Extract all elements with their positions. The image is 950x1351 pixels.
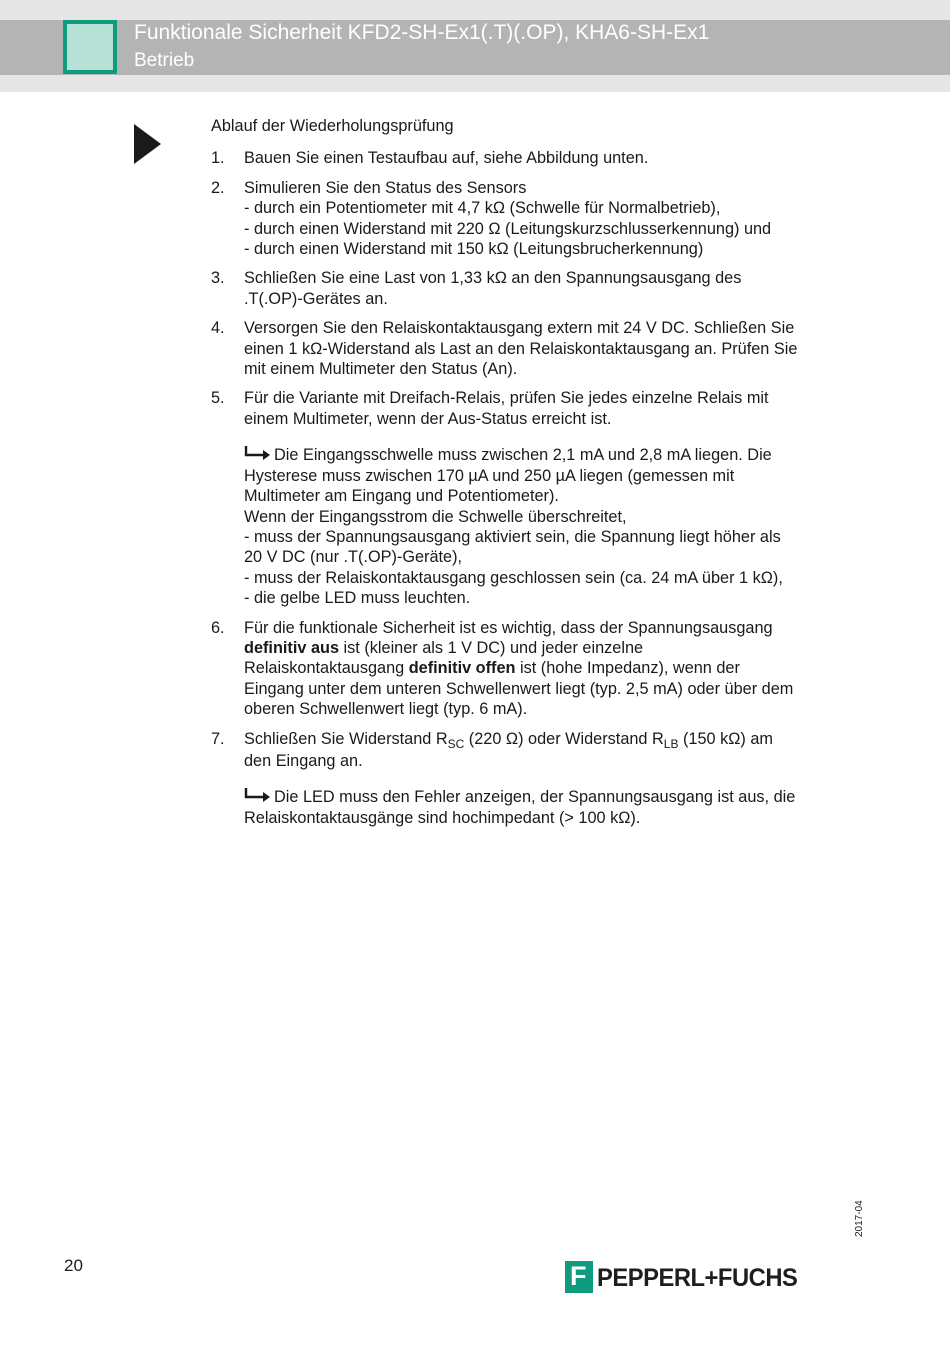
step-number: 4. bbox=[211, 319, 225, 338]
result-line: - muss der Relaiskontaktausgang geschlossen sein (ca. 24 mA über 1 kΩ), bbox=[244, 568, 783, 587]
step-result bbox=[244, 445, 861, 608]
step-3 bbox=[211, 268, 861, 309]
step-text-part: ist (kleiner als 1 V DC) und jeder einzelne bbox=[339, 638, 644, 657]
result-line bbox=[244, 445, 861, 465]
step-text: Schließen Sie eine Last von 1,33 kΩ an den Spannungsausgang des bbox=[244, 269, 742, 288]
step-result bbox=[244, 787, 861, 828]
step-text: oberen Schwellenwert liegt (typ. 6 mA). bbox=[244, 700, 528, 719]
step-number: 3. bbox=[211, 269, 225, 288]
step-text-part: (150 kΩ) am bbox=[678, 729, 773, 748]
step-6 bbox=[211, 618, 861, 720]
step-5 bbox=[211, 388, 861, 608]
header-subtitle: Betrieb bbox=[134, 50, 195, 71]
step-text: einem Multimeter, wenn der Aus-Status erreicht ist. bbox=[244, 409, 612, 428]
logo-mark-icon bbox=[565, 1261, 593, 1293]
emphasis-definitiv-aus: definitiv aus bbox=[244, 638, 339, 657]
step-text-part: ist (hohe Impedanz), wenn der bbox=[515, 659, 740, 678]
step-text: einen 1 kΩ-Widerstand als Last an den Relaiskontaktausgang an. Prüfen Sie bbox=[244, 339, 798, 358]
result-text: Die Eingangsschwelle muss zwischen 2,1 mA und 2,8 mA liegen. Die bbox=[274, 446, 772, 465]
step-number: 5. bbox=[211, 389, 225, 408]
procedure-arrow-icon bbox=[134, 124, 161, 164]
step-text: Eingang unter dem unteren Schwellenwert liegt (typ. 2,5 mA) oder über dem bbox=[244, 679, 794, 698]
subscript-lb: LB bbox=[663, 736, 679, 751]
result-arrow-icon bbox=[244, 445, 272, 461]
step-text: Versorgen Sie den Relaiskontaktausgang extern mit 24 V DC. Schließen Sie bbox=[244, 319, 795, 338]
section-marker-square bbox=[63, 20, 117, 74]
step-2 bbox=[211, 178, 861, 260]
step-number: 7. bbox=[211, 729, 225, 748]
step-text: Bauen Sie einen Testaufbau auf, siehe Abbildung unten. bbox=[244, 149, 649, 168]
step-text-part: Schließen Sie Widerstand R bbox=[244, 729, 448, 748]
subscript-sc: SC bbox=[447, 736, 465, 751]
step-text: - durch einen Widerstand mit 220 Ω (Leitungskurzschlusserkennung) und bbox=[244, 219, 772, 238]
result-line: 20 V DC (nur .T(.OP)-Geräte), bbox=[244, 548, 463, 567]
step-text bbox=[244, 638, 861, 658]
result-arrow-icon bbox=[244, 787, 272, 803]
logo-text: PEPPERL+FUCHS bbox=[597, 1264, 798, 1292]
step-text: .T(.OP)-Gerätes an. bbox=[244, 289, 388, 308]
step-number: 6. bbox=[211, 618, 225, 637]
step-text: Simulieren Sie den Status des Sensors bbox=[244, 178, 527, 197]
page-number: 20 bbox=[64, 1256, 83, 1275]
step-text: Für die Variante mit Dreifach-Relais, prüfen Sie jedes einzelne Relais mit bbox=[244, 389, 769, 408]
result-line: Wenn der Eingangsstrom die Schwelle überschreitet, bbox=[244, 507, 627, 526]
step-7 bbox=[211, 729, 861, 829]
result-line: Relaiskontaktausgänge sind hochimpedant (> 100 kΩ). bbox=[244, 808, 641, 827]
header-title: Funktionale Sicherheit KFD2-SH-Ex1(.T)(.OP), KHA6-SH-Ex1 bbox=[134, 21, 710, 44]
step-text: den Eingang an. bbox=[244, 751, 363, 770]
step-1 bbox=[211, 148, 861, 168]
logo-mark-letter: F bbox=[570, 1261, 587, 1291]
step-text-part: (220 Ω) oder Widerstand R bbox=[464, 729, 664, 748]
step-text: Für die funktionale Sicherheit ist es wichtig, dass der Spannungsausgang bbox=[244, 618, 773, 637]
result-line: Hysterese muss zwischen 170 µA und 250 µA liegen (gemessen mit bbox=[244, 466, 735, 485]
result-text: Die LED muss den Fehler anzeigen, der Spannungsausgang ist aus, die bbox=[274, 788, 796, 807]
step-text bbox=[244, 729, 861, 749]
step-text: mit einem Multimeter den Status (An). bbox=[244, 360, 518, 379]
step-text bbox=[244, 658, 861, 678]
result-line bbox=[244, 787, 861, 807]
step-text-part: Relaiskontaktausgang bbox=[244, 659, 409, 678]
step-text: - durch ein Potentiometer mit 4,7 kΩ (Schwelle für Normalbetrieb), bbox=[244, 199, 721, 218]
step-text: - durch einen Widerstand mit 150 kΩ (Leitungsbrucherkennung) bbox=[244, 240, 704, 259]
result-line: Multimeter am Eingang und Potentiometer). bbox=[244, 487, 559, 506]
procedure-content bbox=[211, 116, 861, 837]
step-4 bbox=[211, 318, 861, 379]
step-number: 1. bbox=[211, 149, 225, 168]
procedure-title: Ablauf der Wiederholungsprüfung bbox=[211, 117, 454, 135]
emphasis-definitiv-offen: definitiv offen bbox=[408, 659, 516, 678]
step-number: 2. bbox=[211, 178, 225, 197]
document-date: 2017-04 bbox=[854, 1200, 865, 1237]
result-line: - muss der Spannungsausgang aktiviert sein, die Spannung liegt höher als bbox=[244, 527, 781, 546]
result-line: - die gelbe LED muss leuchten. bbox=[244, 589, 471, 608]
